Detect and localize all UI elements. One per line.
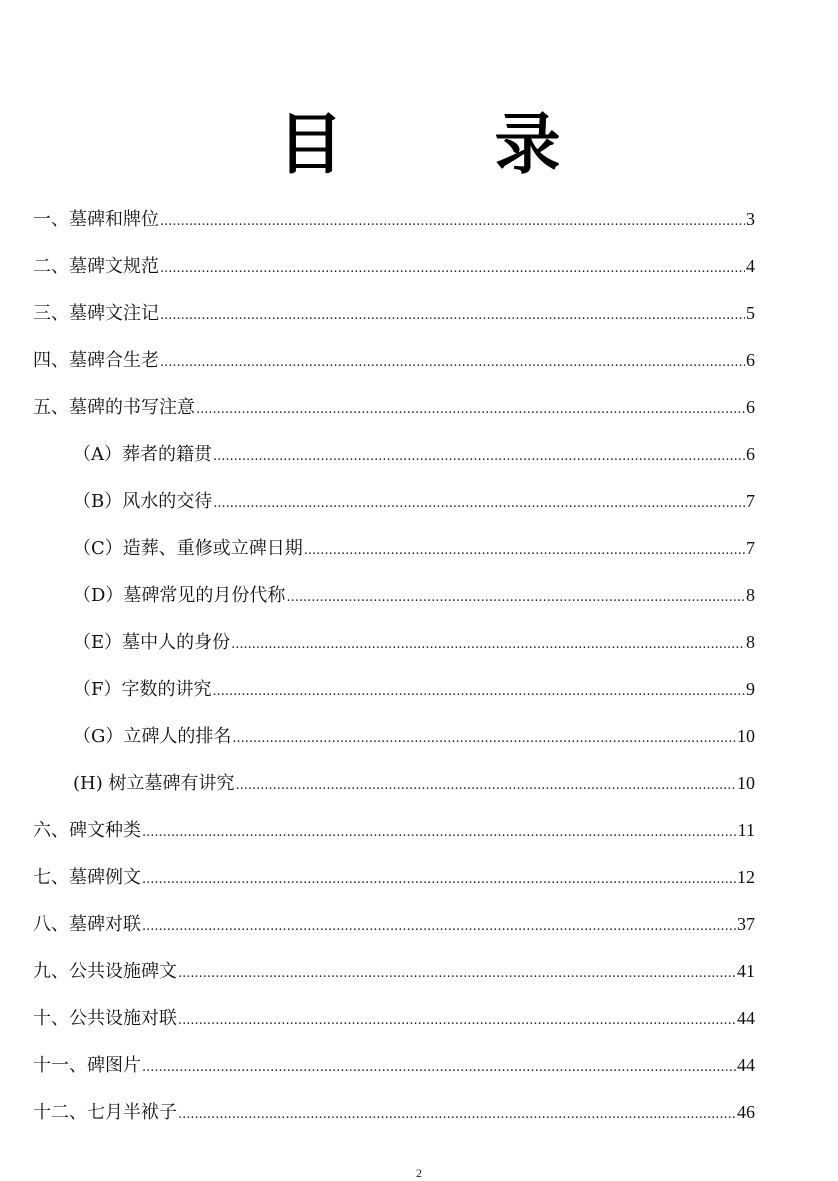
toc-entry[interactable]	[33, 807, 755, 854]
toc-entry[interactable]	[33, 478, 755, 525]
toc-entry[interactable]	[33, 431, 755, 478]
toc-entry-page: 10	[737, 773, 755, 793]
toc-entry[interactable]	[33, 995, 755, 1042]
toc-entry[interactable]	[33, 384, 755, 431]
toc-entry-page: 4	[746, 256, 755, 276]
toc-entry[interactable]	[33, 572, 755, 619]
toc-entry-page: 10	[737, 726, 755, 746]
toc-entry-label: 三、墓碑文注记	[33, 303, 159, 324]
toc-entry-page: 8	[746, 585, 755, 605]
toc-dot-leader	[160, 198, 745, 245]
toc-dot-leader	[178, 1091, 736, 1138]
toc-entry[interactable]	[33, 901, 755, 948]
page-number: 2	[416, 1166, 422, 1180]
toc-entry[interactable]	[33, 525, 755, 572]
toc-entry[interactable]	[33, 1042, 755, 1089]
toc-entry-label: 一、墓碑和牌位	[33, 209, 159, 230]
toc-entry[interactable]	[33, 1089, 755, 1136]
toc-dot-leader	[142, 903, 736, 950]
toc-entry-page: 5	[746, 303, 755, 323]
toc-entry-page: 41	[737, 961, 755, 981]
toc-dot-leader	[213, 433, 745, 480]
toc-entry-page: 37	[737, 914, 755, 934]
toc-entry-label: 九、公共设施碑文	[33, 961, 177, 982]
toc-entry-label: 十二、七月半袱子	[33, 1102, 177, 1123]
toc-entry-label: （F）字数的讲究	[73, 679, 212, 700]
toc-dot-leader	[142, 856, 736, 903]
toc-entry-label: （E）墓中人的身份	[73, 632, 231, 653]
toc-dot-leader	[196, 386, 745, 433]
toc-dot-leader	[232, 715, 736, 762]
toc-entry-page: 12	[737, 867, 755, 887]
toc-dot-leader	[142, 1044, 736, 1091]
toc-dot-leader	[160, 339, 745, 386]
toc-entry-page: 3	[746, 209, 755, 229]
toc-entry-label: (H) 树立墓碑有讲究	[73, 773, 235, 794]
table-of-contents	[33, 196, 755, 1136]
toc-entry-label: 二、墓碑文规范	[33, 256, 159, 277]
toc-entry-label: 八、墓碑对联	[33, 914, 141, 935]
toc-entry-page: 46	[737, 1102, 755, 1122]
toc-entry-page: 9	[746, 679, 755, 699]
toc-entry[interactable]	[33, 337, 755, 384]
toc-dot-leader	[235, 762, 736, 809]
toc-dot-leader	[213, 480, 745, 527]
toc-entry[interactable]	[33, 290, 755, 337]
toc-entry[interactable]	[33, 666, 755, 713]
toc-entry-label: 十一、碑图片	[33, 1055, 141, 1076]
toc-entry-page: 6	[746, 444, 755, 464]
toc-entry-page: 44	[737, 1008, 755, 1028]
toc-entry-label: （A）葬者的籍贯	[73, 444, 212, 465]
toc-entry-label: （D）墓碑常见的月份代称	[73, 585, 286, 606]
toc-entry-page: 44	[737, 1055, 755, 1075]
toc-dot-leader	[231, 621, 745, 668]
toc-dot-leader	[213, 668, 746, 715]
toc-entry[interactable]	[33, 854, 755, 901]
page-title: 目 录	[277, 106, 625, 183]
toc-entry-page: 7	[746, 538, 755, 558]
toc-entry-page: 6	[746, 350, 755, 370]
toc-entry[interactable]	[33, 196, 755, 243]
toc-entry-page: 6	[746, 397, 755, 417]
toc-entry[interactable]	[33, 243, 755, 290]
toc-entry-label: （C）造葬、重修或立碑日期	[73, 538, 303, 559]
toc-entry-label: 五、墓碑的书写注意	[33, 397, 195, 418]
toc-entry[interactable]	[33, 713, 755, 760]
toc-entry-label: （B）风水的交待	[73, 491, 213, 512]
toc-entry[interactable]	[33, 948, 755, 995]
toc-entry-label: 十、公共设施对联	[33, 1008, 177, 1029]
toc-entry-label: 七、墓碑例文	[33, 867, 141, 888]
toc-dot-leader	[142, 809, 737, 856]
toc-dot-leader	[178, 997, 736, 1044]
toc-entry-label: 四、墓碑合生老	[33, 350, 159, 371]
toc-entry[interactable]	[33, 760, 755, 807]
toc-dot-leader	[286, 574, 745, 621]
toc-dot-leader	[160, 245, 745, 292]
toc-entry-page: 8	[746, 632, 755, 652]
toc-entry-label: （G）立碑人的排名	[73, 726, 232, 747]
toc-dot-leader	[178, 950, 736, 997]
toc-entry-page: 11	[737, 820, 755, 840]
toc-dot-leader	[304, 527, 745, 574]
toc-entry[interactable]	[33, 619, 755, 666]
toc-dot-leader	[160, 292, 745, 339]
toc-entry-page: 7	[746, 491, 755, 511]
toc-entry-label: 六、碑文种类	[33, 820, 141, 841]
